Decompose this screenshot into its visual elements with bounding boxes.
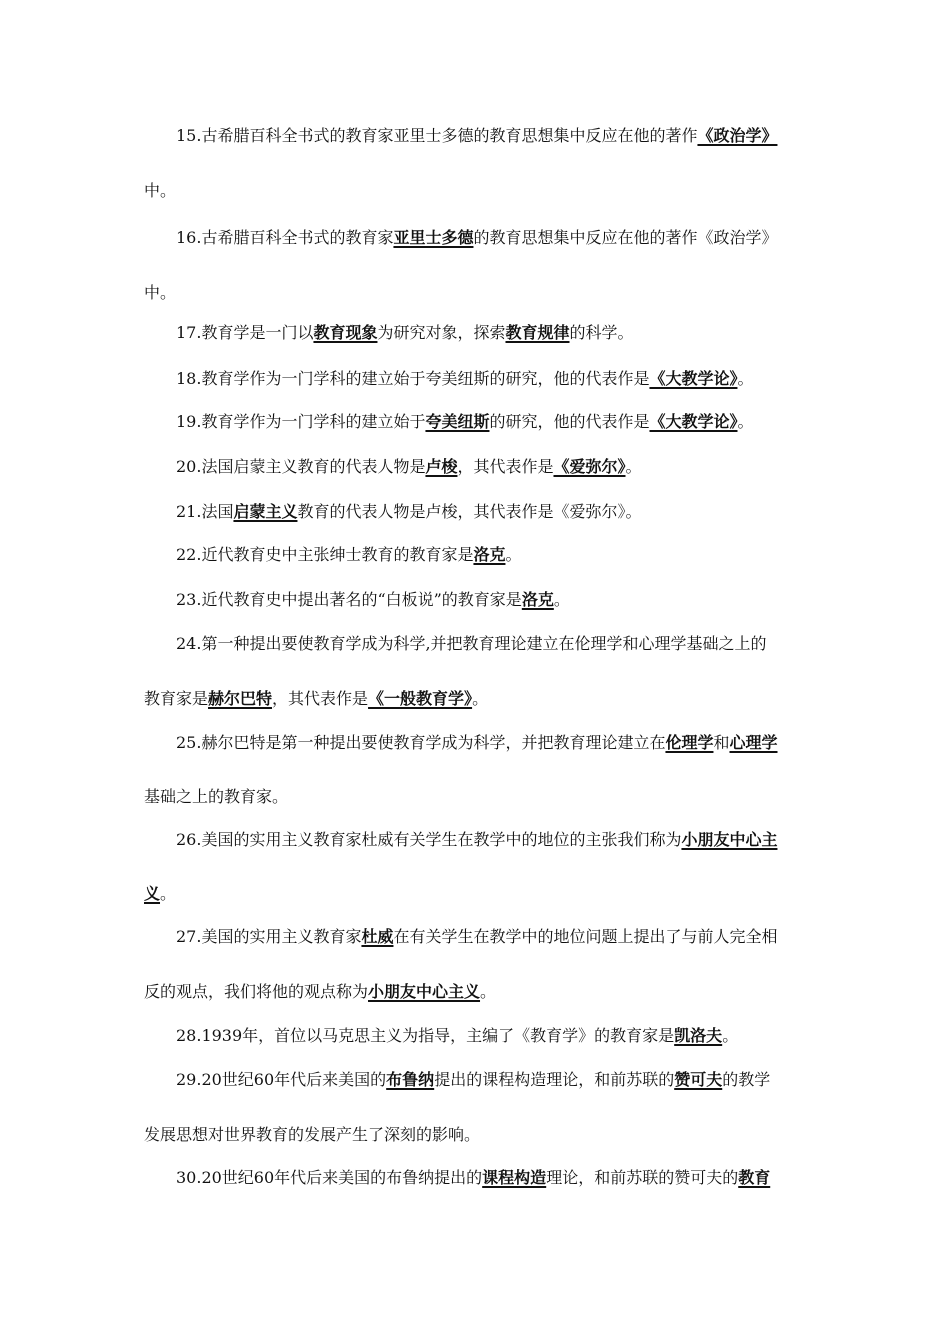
text-segment: 15.古希腊百科全书式的教育家亚里士多德的教育思想集中反应在他的著作	[176, 126, 698, 145]
text-segment: ，其代表作是	[457, 457, 554, 476]
answer-blank: 教育	[738, 1168, 771, 1187]
text-segment: 的教育思想集中反应在他的著作《政治学》	[473, 228, 778, 247]
answer-blank: 义	[144, 884, 161, 903]
text-line	[0, 180, 950, 202]
text-segment: 28.1939年，首位以马克思主义为指导，主编了《教育学》的教育家是	[176, 1026, 675, 1045]
text-segment: 25.赫尔巴特是第一种提出要使教育学成为科学，并把教育理论建立在	[176, 733, 666, 752]
answer-blank: 《爱弥尔》	[553, 457, 626, 476]
answer-blank: 《大教学论》	[649, 369, 738, 388]
text-line	[0, 282, 950, 304]
text-segment: 16.古希腊百科全书式的教育家	[176, 228, 394, 247]
answer-blank: 教育现象	[313, 323, 378, 342]
answer-blank: 课程构造	[482, 1168, 547, 1187]
text-segment: 的研究，他的代表作是	[489, 412, 650, 431]
text-line	[0, 544, 950, 566]
text-segment: 。	[505, 545, 522, 564]
text-line	[0, 883, 950, 905]
text-line	[0, 125, 950, 147]
text-segment: 。	[160, 884, 177, 903]
text-segment: 。	[737, 412, 754, 431]
text-line	[0, 1025, 950, 1047]
text-line	[0, 411, 950, 433]
answer-blank: 伦理学	[665, 733, 714, 752]
answer-blank: 凯洛夫	[674, 1026, 723, 1045]
text-segment: 。	[553, 590, 570, 609]
answer-blank: 《政治学》	[697, 126, 778, 145]
text-segment: 理论，和前苏联的赞可夫的	[546, 1168, 739, 1187]
answer-blank: 启蒙主义	[233, 502, 298, 521]
answer-blank: 洛克	[521, 590, 554, 609]
answer-blank: 杜威	[361, 927, 394, 946]
text-segment: 教育的代表人物是卢梭，其代表作是《爱弥尔》。	[297, 502, 642, 521]
text-line	[0, 732, 950, 754]
text-segment: 22.近代教育史中主张绅士教育的教育家是	[176, 545, 474, 564]
answer-blank: 卢梭	[425, 457, 458, 476]
text-segment: 基础之上的教育家。	[144, 787, 289, 806]
text-segment: 和	[713, 733, 730, 752]
text-segment: 。	[472, 689, 489, 708]
answer-blank: 布鲁纳	[386, 1070, 435, 1089]
answer-blank: 《一般教育学》	[368, 689, 473, 708]
text-segment: 。	[480, 982, 497, 1001]
answer-blank: 教育规律	[505, 323, 570, 342]
text-segment: 中。	[144, 181, 177, 200]
answer-blank: 赫尔巴特	[208, 689, 273, 708]
text-segment: 27.美国的实用主义教育家	[176, 927, 362, 946]
answer-blank: 小朋友中心主义	[368, 982, 481, 1001]
text-line	[0, 227, 950, 249]
answer-blank: 夸美纽斯	[425, 412, 490, 431]
answer-blank: 心理学	[729, 733, 778, 752]
text-line	[0, 456, 950, 478]
text-segment: 提出的课程构造理论，和前苏联的	[434, 1070, 675, 1089]
text-line	[0, 786, 950, 808]
answer-blank: 小朋友中心主	[681, 830, 778, 849]
text-segment: 为研究对象，探索	[377, 323, 506, 342]
text-segment: 在有关学生在教学中的地位问题上提出了与前人完全相	[393, 927, 778, 946]
text-line	[0, 1069, 950, 1091]
text-segment: 30.20世纪60年代后来美国的布鲁纳提出的	[176, 1168, 483, 1187]
text-line	[0, 501, 950, 523]
text-segment: 29.20世纪60年代后来美国的	[176, 1070, 387, 1089]
text-line	[0, 981, 950, 1003]
text-segment: 的科学。	[569, 323, 634, 342]
text-line	[0, 1124, 950, 1146]
text-segment: 24.第一种提出要使教育学成为科学,并把教育理论建立在伦理学和心理学基础之上的	[176, 634, 767, 653]
text-segment: 21.法国	[176, 502, 234, 521]
answer-blank: 亚里士多德	[393, 228, 474, 247]
text-line	[0, 688, 950, 710]
text-segment: 反的观点，我们将他的观点称为	[144, 982, 369, 1001]
text-line	[0, 322, 950, 344]
text-line	[0, 926, 950, 948]
text-segment: 23.近代教育史中提出著名的“白板说”的教育家是	[176, 590, 522, 609]
text-segment: 26.美国的实用主义教育家杜威有关学生在教学中的地位的主张我们称为	[176, 830, 682, 849]
text-segment: 教育家是	[144, 689, 209, 708]
text-segment: ，其代表作是	[272, 689, 369, 708]
text-segment: 20.法国启蒙主义教育的代表人物是	[176, 457, 426, 476]
answer-blank: 洛克	[473, 545, 506, 564]
text-line	[0, 368, 950, 390]
text-line	[0, 1167, 950, 1189]
answer-blank: 《大教学论》	[649, 412, 738, 431]
text-segment: 的教学	[722, 1070, 771, 1089]
text-line	[0, 589, 950, 611]
text-segment: 19.教育学作为一门学科的建立始于	[176, 412, 426, 431]
text-segment: 17.教育学是一门以	[176, 323, 314, 342]
text-segment: 18.教育学作为一门学科的建立始于夸美纽斯的研究，他的代表作是	[176, 369, 650, 388]
answer-blank: 赞可夫	[674, 1070, 723, 1089]
text-segment: 。	[722, 1026, 739, 1045]
text-segment: 。	[625, 457, 642, 476]
text-segment: 。	[737, 369, 754, 388]
text-line	[0, 633, 950, 655]
text-segment: 中。	[144, 283, 177, 302]
text-line	[0, 829, 950, 851]
text-segment: 发展思想对世界教育的发展产生了深刻的影响。	[144, 1125, 481, 1144]
